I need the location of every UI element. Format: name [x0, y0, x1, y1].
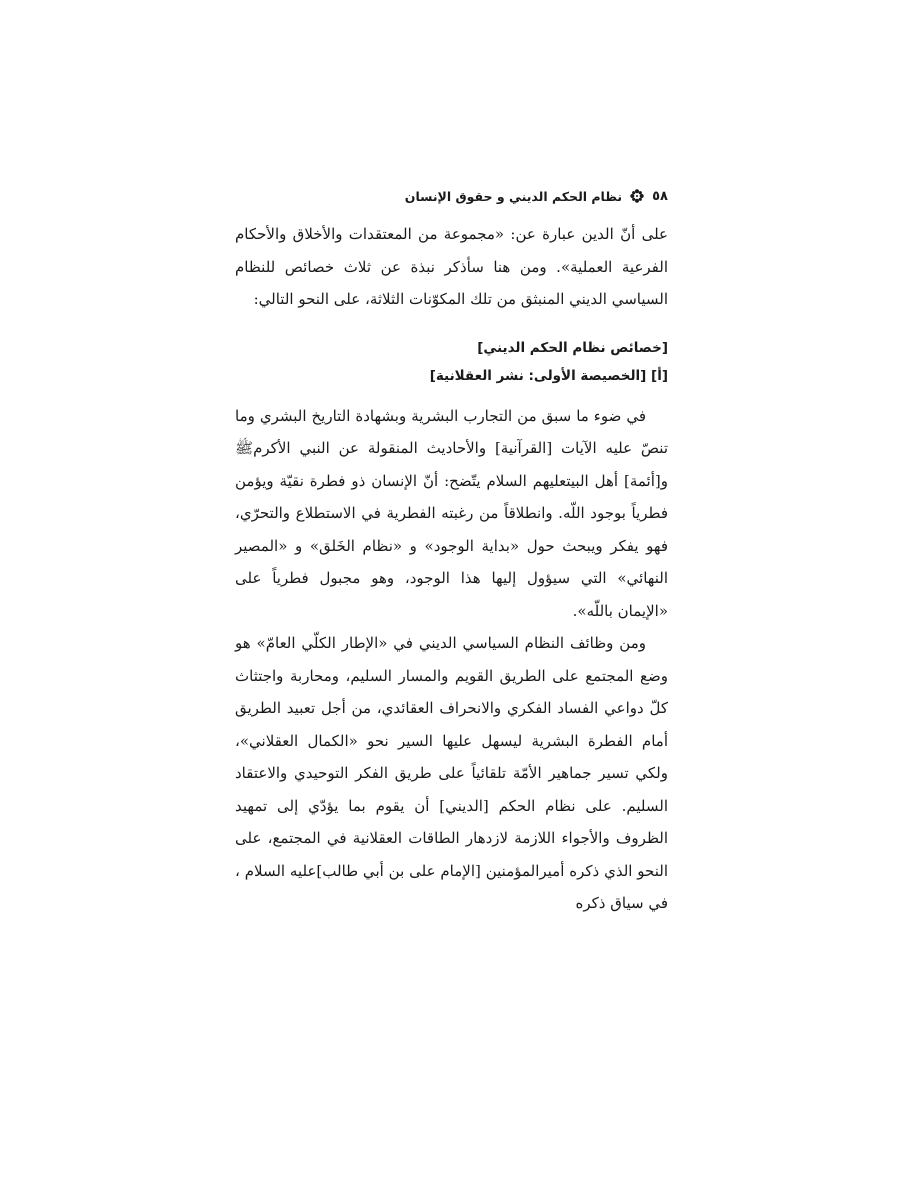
subsection-heading: [أ] [الخصيصة الأولى: نشر العقلانية]: [429, 367, 668, 384]
intro-paragraph: على أنّ الدين عبارة عن: «مجموعة من المعتقدات والأخلاق والأحكام الفرعية العملية». ومن هنا سأذكر نبذة عن ثلاث خصائص للنظام السياسي الديني المنبثق من تلك المكوّنات الثلاثة، على النحو التالي:: [235, 225, 668, 308]
running-header: [235, 184, 668, 208]
flower-ornament-icon: [630, 189, 644, 203]
running-header-title: نظام الحكم الديني و حقوق الإنسان: [404, 188, 623, 204]
spacer: [235, 390, 668, 400]
book-page: [235, 184, 668, 920]
section-heading: [خصائص نظام الحكم الديني]: [477, 339, 668, 356]
spacer: [235, 316, 668, 334]
body-paragraph: ومن وظائف النظام السياسي الديني في «الإطار الكلّي العامّ» هو وضع المجتمع على الطريق القويم والمسار السليم، ومحاربة واجتثاث كلّ دواعي الفساد الفكري والانحراف العقائدي، من أجل تعبيد الطريق أمام الفطرة البشرية ليسهل عليها السير نحو «الكمال العقلاني»، ولكي تسير جماهير الأمّة تلقائياً على طريق الفكر التوحيدي والاعتقاد السليم. على نظام الحكم [الديني] أن يقوم بما يؤدّي إلى تمهيد الظروف والأجواء اللازمة لازدهار الطاقات العقلانية في المجتمع، على النحو الذي ذكره أميرالمؤمنين [الإمام على بن أبي طالب]عليه السلام ، في سياق ذكره: [235, 634, 668, 912]
page-number: ٥٨: [652, 188, 668, 204]
body-paragraph: في ضوء ما سبق من التجارب البشرية وبشهادة التاريخ البشري وما تنصّ عليه الآيات [القرآنية] والأحاديث المنقولة عن النبي الأكرمﷺ و[أئمة] أهل البيتعليهم السلام يتّضح: أنّ الإنسان ذو فطرة نقيّة ويؤمن فطرياً بوجود اللّه. وانطلاقاً من رغبته الفطرية في الاستطلاع والتحرّي، فهو يفكر ويبحث حول «بداية الوجود» و «نظام الخَلق» و «المصير النهائي» التي سيؤول إليها هذا الوجود، وهو مجبول فطرياً على «الإيمان باللّه».: [235, 406, 668, 620]
